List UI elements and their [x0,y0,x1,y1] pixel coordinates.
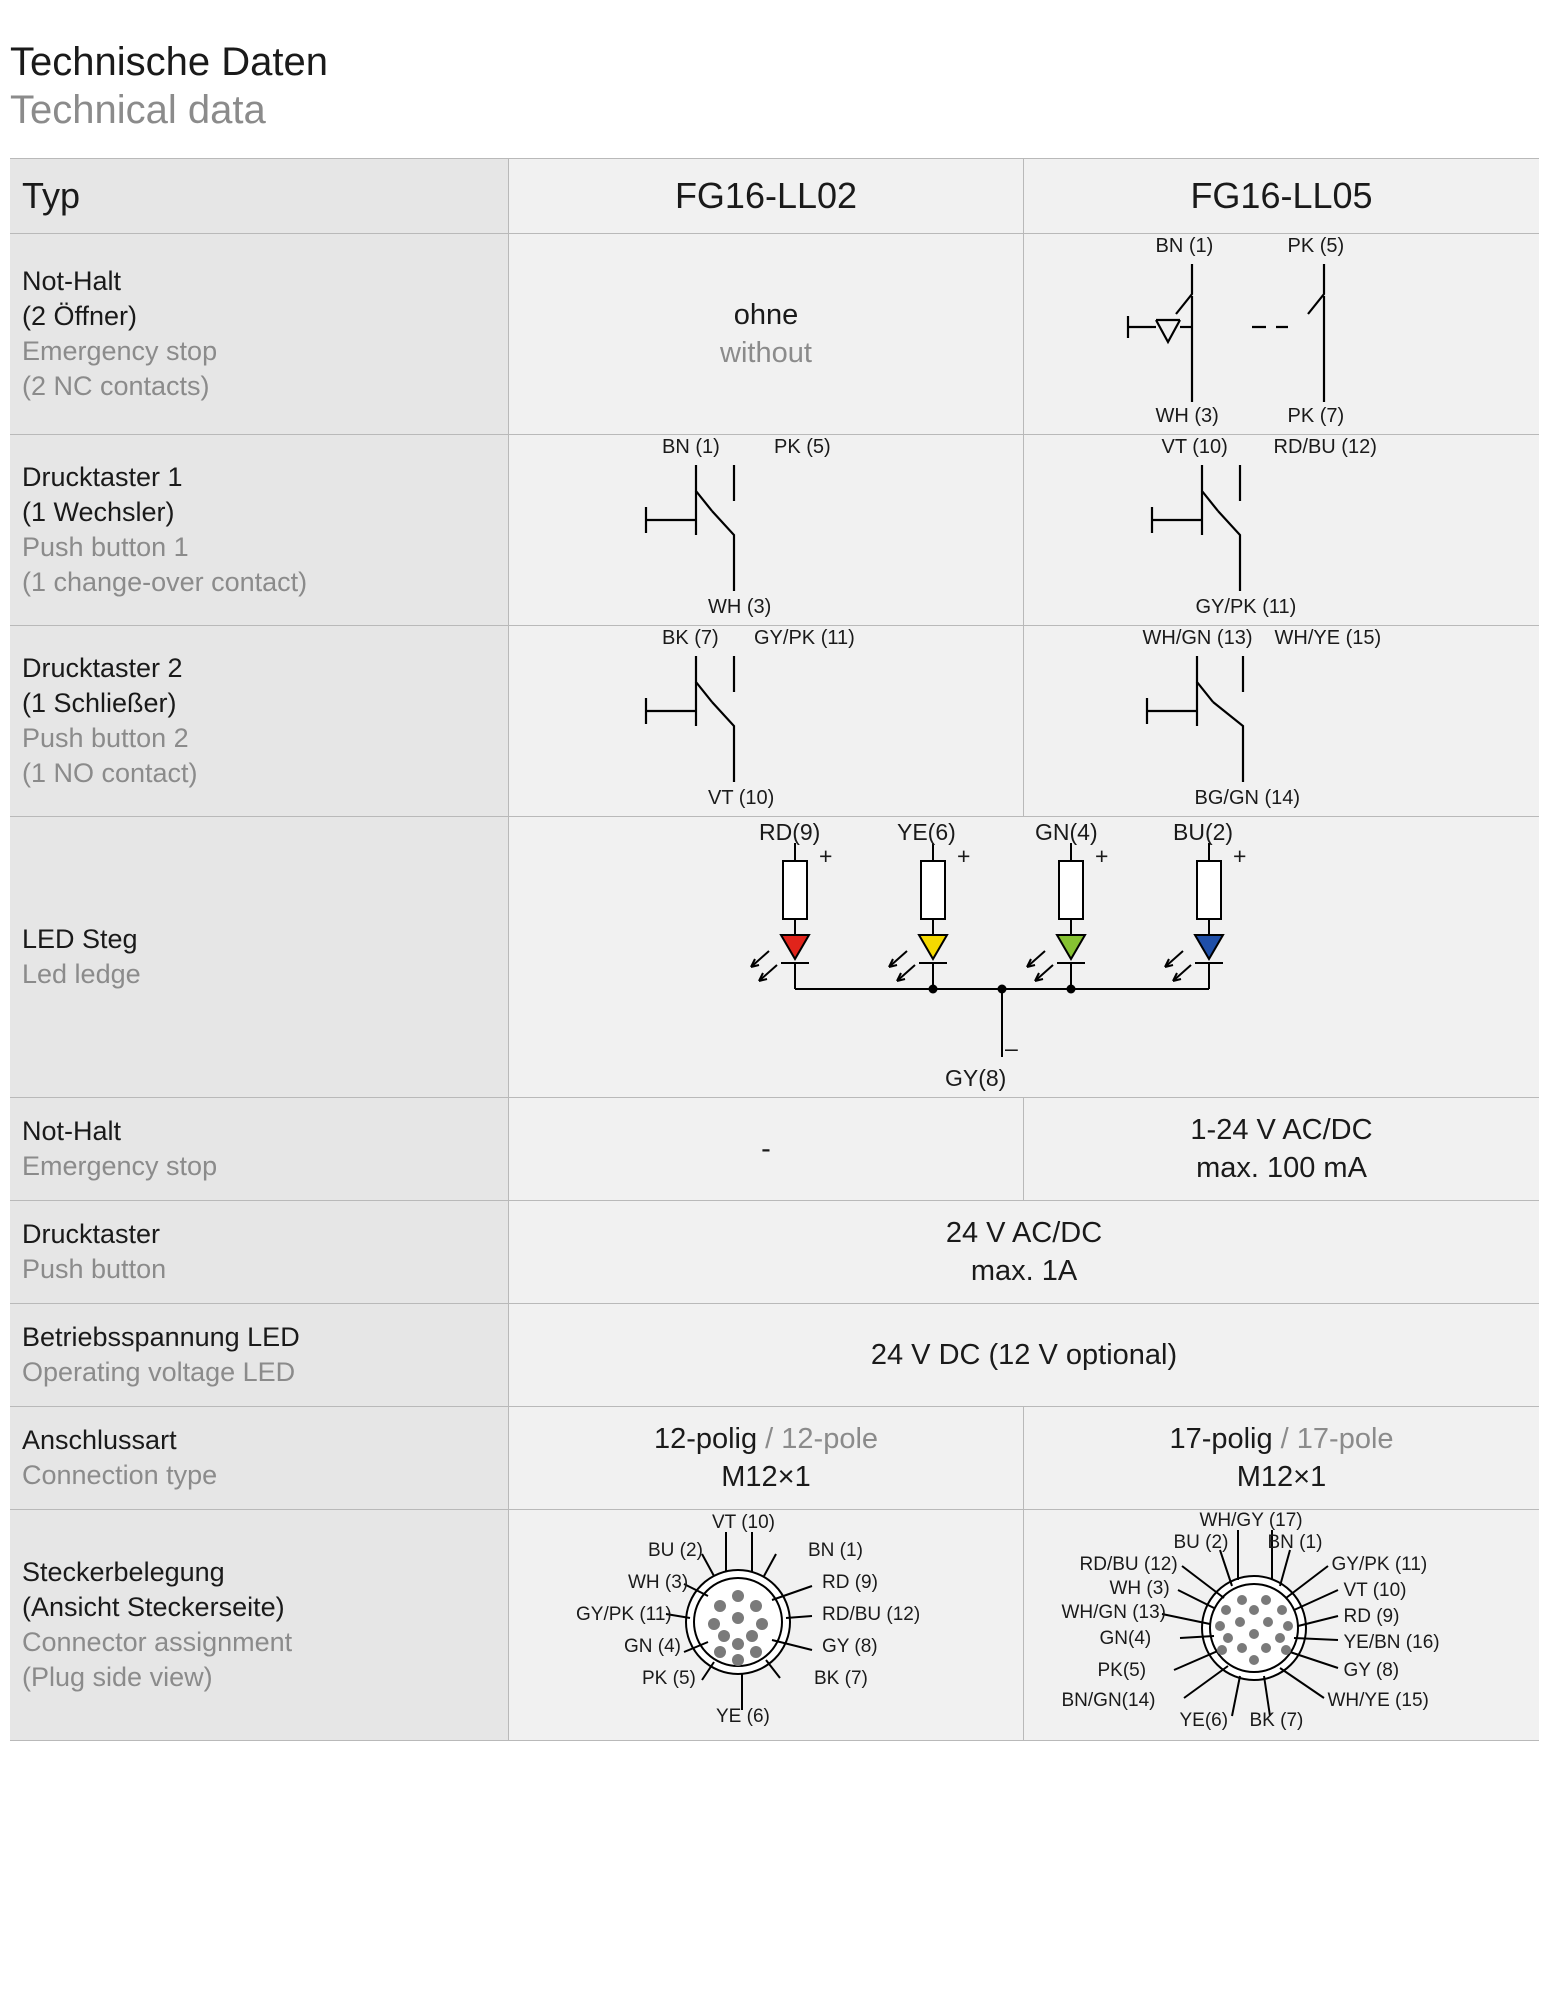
connector-label-top: WH/GY (17) [1199,1510,1303,1531]
connector-label-left-0: BU (2) [648,1540,703,1561]
label-de-line1: Drucktaster 2 [22,653,183,683]
row-label-operating-voltage-led [10,1304,508,1406]
pin-label-top-right: PK (5) [774,436,831,458]
cell-connection-type-b [1024,1410,1539,1506]
led-label-2: GN(4) [1035,819,1098,845]
label-en-line1: Led ledge [22,959,141,989]
table-row [10,1407,1539,1510]
connector-label-left-4: PK (5) [642,1668,696,1689]
table-header-row [10,159,1539,234]
connector-label-left-4: PK(5) [1097,1660,1147,1681]
connector-label-left-0: RD/BU (12) [1079,1554,1178,1575]
schematic-svg [749,817,1309,1097]
schematic-push-button-2-a [616,626,916,816]
value-de: ohne [733,299,799,331]
led-label-1: YE(6) [897,819,956,845]
connector-label-left-2: WH/GN (13) [1061,1602,1166,1623]
label-en-line1: Connector assignment [22,1627,293,1657]
led-common-sign: – [1005,1035,1018,1061]
value-b-en: 17-pole [1296,1423,1394,1455]
connector-diagram-17-pole [1032,1510,1532,1740]
row-label-push-button-2 [10,635,508,807]
page-title-en: Technical data [10,88,266,132]
connector-label-right-3: YE/BN (16) [1343,1632,1440,1653]
value-en: without [720,337,812,369]
schematic-push-button-2-b [1117,626,1447,816]
table-row [10,626,1539,817]
cell-emergency-voltage-a [509,1120,1023,1178]
led-sign-1: + [957,843,971,869]
label-de-line1: Not-Halt [22,1116,122,1146]
led-label-3: BU(2) [1173,819,1234,845]
row-label-push-button-1 [10,444,508,616]
connector-label-right-4: GY (8) [1343,1660,1400,1681]
pin-label-bottom: BG/GN (14) [1194,787,1301,809]
schematic-led-ledge [749,817,1309,1097]
table-row [10,1201,1539,1304]
table-row [10,1098,1539,1201]
row-label-connector-assignment [10,1539,508,1711]
value-b-line2: M12×1 [1236,1461,1327,1493]
value-b-sep: / [1272,1423,1297,1455]
cell-connection-type-a [509,1410,1023,1506]
pin-label-top-left: BK (7) [662,627,719,649]
pin-label-bottom: GY/PK (11) [1195,596,1297,618]
value-b-de: 17-polig [1169,1423,1273,1455]
label-de-line1: Steckerbelegung [22,1557,225,1587]
led-label-0: RD(9) [759,819,821,845]
connector-label-left-top: BU (2) [1173,1532,1229,1553]
pin-label-bottom-left: WH (3) [1155,405,1219,427]
schematic-emergency-stop-2nc [1112,234,1452,434]
pin-label-top-left: WH/GN (13) [1142,627,1253,649]
label-en-line2: (2 NC contacts) [22,371,210,401]
pin-label-bottom: WH (3) [708,596,772,618]
label-en-line1: Operating voltage LED [22,1357,296,1387]
connector-label-bottom-0: YE(6) [1179,1710,1229,1731]
led-sign-3: + [1233,843,1247,869]
pin-label-top-left: BN (1) [1155,235,1214,257]
table-row [10,234,1539,435]
row-label-emergency-stop-voltage [10,1098,508,1200]
value-a-line2: M12×1 [721,1461,811,1493]
label-en-line1: Push button [22,1254,167,1284]
label-de-line1: Drucktaster [22,1219,161,1249]
connector-label-right-5: WH/YE (15) [1327,1690,1429,1711]
connector-label-right-2: RD (9) [1343,1606,1400,1627]
schematic-push-button-1-b [1122,435,1442,625]
label-en-line1: Emergency stop [22,336,218,366]
label-en-line1: Push button 1 [22,532,189,562]
led-sign-2: + [1095,843,1109,869]
cell-operating-voltage-led [509,1326,1539,1384]
label-de-line2: (2 Öffner) [22,301,138,331]
connector-diagram-12-pole [516,1510,1016,1740]
connector-label-bottom-1: BK (7) [1249,1710,1304,1731]
connector-label-right-4: BK (7) [814,1668,868,1689]
label-de-line1: Not-Halt [22,266,122,296]
connector-label-left-1: WH (3) [628,1572,689,1593]
row-label-connection-type [10,1407,508,1509]
connector-label-right-top: BN (1) [1267,1532,1323,1553]
row-label-led-ledge [10,906,508,1008]
row-label-emergency-stop [10,248,508,420]
value-line1: 24 V AC/DC [945,1217,1103,1249]
value-a-de: 12-polig [653,1423,758,1455]
value-b-line2: max. 100 mA [1196,1152,1367,1184]
table-row [10,1510,1539,1741]
header-model-a: FG16-LL02 [674,175,858,216]
cell-emergency-voltage-b [1024,1101,1539,1197]
value-b-line1: 1-24 V AC/DC [1190,1114,1373,1146]
connector-label-top: VT (10) [712,1512,776,1533]
value-a-line1 [517,1420,1015,1458]
connector-label-left-3: GN (4) [624,1636,681,1657]
connector-label-right-0: GY/PK (11) [1331,1554,1428,1575]
pin-label-top-left: BN (1) [662,436,720,458]
pin-label-top-right: WH/YE (15) [1274,627,1382,649]
cell-emergency-stop-a [509,286,1023,382]
label-de-line1: LED Steg [22,924,138,954]
connector-label-left-5: BN/GN(14) [1061,1690,1156,1711]
connector-label-right-1: VT (10) [1343,1580,1407,1601]
connector-label-left-1: WH (3) [1109,1578,1170,1599]
connector-label-right-1: RD (9) [822,1572,878,1593]
pin-label-top-left: VT (10) [1161,436,1228,458]
led-common-pin: GY(8) [945,1065,1007,1091]
connector-label-right-2: RD/BU (12) [822,1604,921,1625]
label-en-line1: Emergency stop [22,1151,218,1181]
label-de-line1: Drucktaster 1 [22,462,183,492]
label-de-line2: (Ansicht Steckerseite) [22,1592,285,1622]
label-de-line2: (1 Wechsler) [22,497,175,527]
value-a: - [761,1133,771,1165]
table-row [10,1304,1539,1407]
connector-label-left-3: GN(4) [1099,1628,1152,1649]
label-de-line2: (1 Schließer) [22,688,177,718]
connector-label-bottom: YE (6) [716,1706,770,1727]
connector-label-right-3: GY (8) [822,1636,878,1657]
connector-label-left-2: GY/PK (11) [576,1604,672,1625]
pin-label-bottom: VT (10) [708,787,775,809]
table-row [10,435,1539,626]
label-de-line1: Anschlussart [22,1425,177,1455]
label-en-line1: Connection type [22,1460,218,1490]
connector-label-right-0: BN (1) [808,1540,863,1561]
label-en-line2: (1 NO contact) [22,758,198,788]
pin-label-top-right: GY/PK (11) [754,627,855,649]
technical-data-table [10,158,1539,1741]
label-de-line1: Betriebsspannung LED [22,1322,300,1352]
cell-push-button-voltage [509,1204,1539,1300]
value-line1: 24 V DC (12 V optional) [870,1339,1178,1371]
row-label-push-button-voltage [10,1201,508,1303]
pin-label-bottom-right: PK (7) [1287,405,1345,427]
label-en-line2: (Plug side view) [22,1662,213,1692]
label-en-line1: Push button 2 [22,723,189,753]
page-header [0,0,1547,134]
schematic-push-button-1-a [616,435,916,625]
led-sign-0: + [819,843,833,869]
value-b-line1 [1032,1420,1531,1458]
value-a-sep: / [757,1423,782,1455]
header-typ: Typ [22,175,81,216]
header-model-b: FG16-LL05 [1190,175,1373,216]
pin-label-top-right: RD/BU (12) [1273,436,1377,458]
label-en-line2: (1 change-over contact) [22,567,308,597]
value-a-en: 12-pole [781,1423,879,1455]
table-row [10,817,1539,1098]
value-line2: max. 1A [970,1255,1078,1287]
page-title-de: Technische Daten [10,40,328,84]
pin-label-top-right: PK (5) [1287,235,1345,257]
